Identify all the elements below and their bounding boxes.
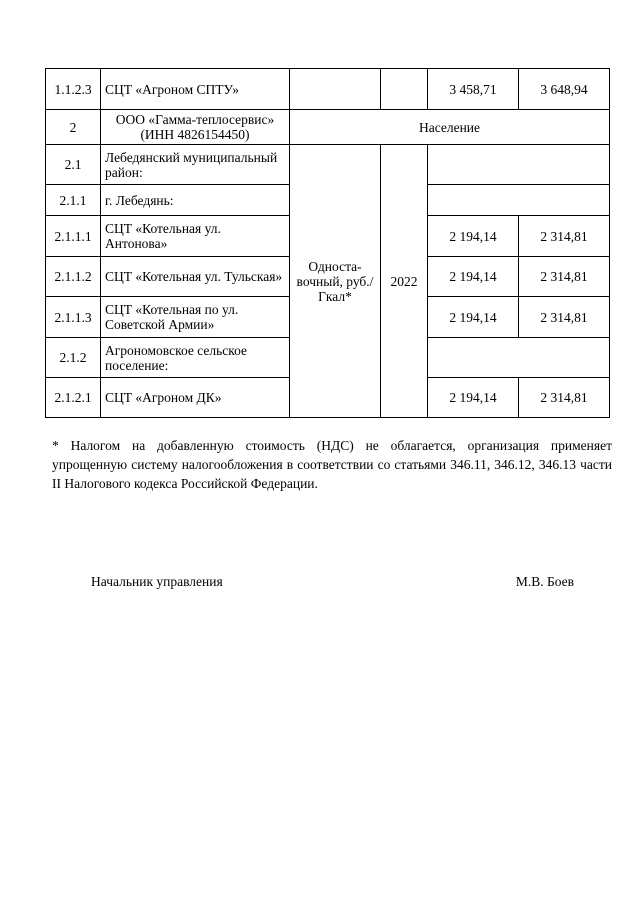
- tariff-value-2: 2 314,81: [519, 297, 610, 338]
- row-number: 2: [46, 110, 101, 145]
- tariff-value-1: 2 194,14: [428, 257, 519, 297]
- tariff-value-1: 3 458,71: [428, 69, 519, 110]
- tariff-value-2: 3 648,94: [519, 69, 610, 110]
- row-name: ООО «Гамма-теплосервис» (ИНН 4826154450): [101, 110, 290, 145]
- tariff-type-cell: Односта-вочный, руб./Гкал*: [290, 145, 381, 418]
- row-number: 2.1.2.1: [46, 378, 101, 418]
- signatory-title: Начальник управления: [91, 574, 223, 589]
- row-number: 2.1: [46, 145, 101, 185]
- tariff-value-1: 2 194,14: [428, 216, 519, 257]
- row-name: СЦТ «Котельная ул. Тульская»: [101, 257, 290, 297]
- row-number: 2.1.1.1: [46, 216, 101, 257]
- row-number: 2.1.1: [46, 185, 101, 216]
- empty-cell: [381, 69, 428, 110]
- signatory-name: М.В. Боев: [515, 574, 574, 589]
- row-name: СЦТ «Котельная ул. Антонова»: [101, 216, 290, 257]
- footnote: * Налогом на добавленную стоимость (НДС) не облагается, организация применяет упрощенную систему налогообложения в соответствии со статьями 346.11, 346.12, 346.13 части II Налогового кодекса Российской Федерации.: [52, 438, 612, 491]
- tariff-value-1: 2 194,14: [428, 378, 519, 418]
- tariff-value-1: 2 194,14: [428, 297, 519, 338]
- row-name: Лебедянский муниципальный район:: [101, 145, 290, 185]
- row-number: 2.1.1.2: [46, 257, 101, 297]
- empty-cell: [428, 145, 610, 185]
- table-row: [46, 69, 610, 110]
- tariff-value-2: 2 314,81: [519, 257, 610, 297]
- row-number: 1.1.2.3: [46, 69, 101, 110]
- row-name: СЦТ «Котельная по ул. Советской Армии»: [101, 297, 290, 338]
- row-number: 2.1.1.3: [46, 297, 101, 338]
- row-name: Агрономовское сельское поселение:: [101, 338, 290, 378]
- empty-cell: [428, 185, 610, 216]
- tariff-value-2: 2 314,81: [519, 216, 610, 257]
- row-name: СЦТ «Агроном ДК»: [101, 378, 290, 418]
- row-name: СЦТ «Агроном СПТУ»: [101, 69, 290, 110]
- empty-cell: [428, 338, 610, 378]
- tariff-table: [45, 68, 610, 418]
- row-name: г. Лебедянь:: [101, 185, 290, 216]
- consumer-category: Население: [290, 110, 610, 145]
- row-number: 2.1.2: [46, 338, 101, 378]
- table-row: [46, 145, 610, 185]
- year-cell: 2022: [381, 145, 428, 418]
- table-row: [46, 110, 610, 145]
- empty-cell: [290, 69, 381, 110]
- tariff-value-2: 2 314,81: [519, 378, 610, 418]
